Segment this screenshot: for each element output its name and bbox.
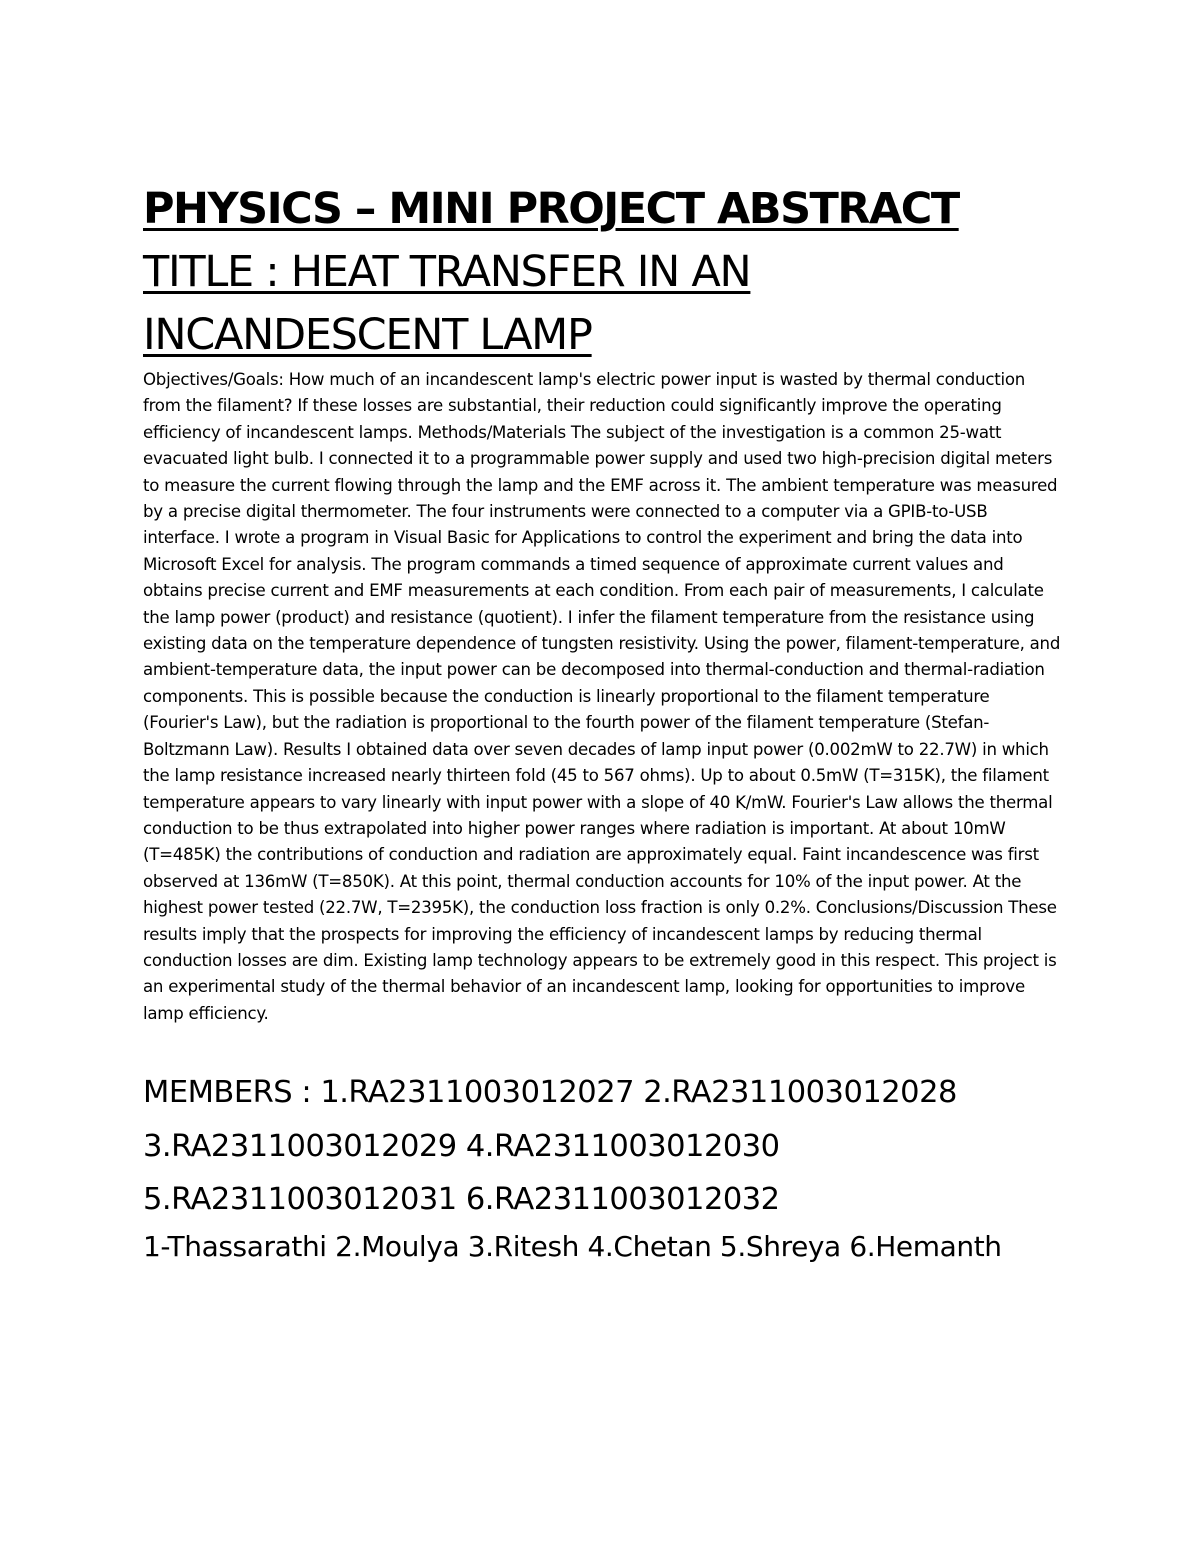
document-page (143, 178, 1068, 1267)
project-title-line-1: TITLE : HEAT TRANSFER IN AN (143, 247, 751, 297)
abstract-paragraph: Objectives/Goals: How much of an incandescent lamp's electric power input is wasted by thermal conduction from the filament? If these losses are substantial, their reduction could significantly improve the operating efficiency of incandescent lamps. Methods/Materials The subject of the investigation is a common 25-watt evacuated light bulb. I connected it to a programmable power supply and used two high-precision digital meters to measure the current flowing through the lamp and the EMF across it. The ambient temperature was measured by a precise digital thermometer. The four instruments were connected to a computer via a GPIB-to-USB interface. I wrote a program in Visual Basic for Applications to control the experiment and bring the data into Microsoft Excel for analysis. The program commands a timed sequence of approximate current values and obtains precise current and EMF measurements at each condition. From each pair of measurements, I calculate the lamp power (product) and resistance (quotient). I infer the filament temperature from the resistance using existing data on the temperature dependence of tungsten resistivity. Using the power, filament-temperature, and ambient-temperature data, the input power can be decomposed into thermal-conduction and thermal-radiation components. This is possible because the conduction is linearly proportional to the filament temperature (Fourier's Law), but the radiation is proportional to the fourth power of the filament temperature (Stefan-Boltzmann Law). Results I obtained data over seven decades of lamp input power (0.002mW to 22.7W) in which the lamp resistance increased nearly thirteen fold (45 to 567 ohms). Up to about 0.5mW (T=315K), the filament temperature appears to vary linearly with input power with a slope of 40 K/mW. Fourier's Law allows the thermal conduction to be thus extrapolated into higher power ranges where radiation is important. At about 10mW (T=485K) the contributions of conduction and radiation are approximately equal. Faint incandescence was first observed at 136mW (T=850K). At this point, thermal conduction accounts for 10% of the input power. At the highest power tested (22.7W, T=2395K), the conduction loss fraction is only 0.2%. Conclusions/Discussion These results imply that the prospects for improving the efficiency of incandescent lamps by reducing thermal conduction losses are dim. Existing lamp technology appears to be extremely good in this respect. This project is an experimental study of the thermal behavior of an incandescent lamp, looking for opportunities to improve lamp efficiency. (143, 370, 1061, 1023)
members-list: MEMBERS : 1.RA2311003012027 2.RA2311003012028 3.RA2311003012029 4.RA2311003012030 5.RA2311003012031 6.RA2311003012032 (143, 1075, 957, 1218)
member-names: 1-Thassarathi 2.Moulya 3.Ritesh 4.Chetan 5.Shreya 6.Hemanth (143, 1229, 1002, 1263)
project-title-line-2: INCANDESCENT LAMP (143, 310, 592, 360)
document-heading: PHYSICS – MINI PROJECT ABSTRACT (143, 184, 959, 234)
